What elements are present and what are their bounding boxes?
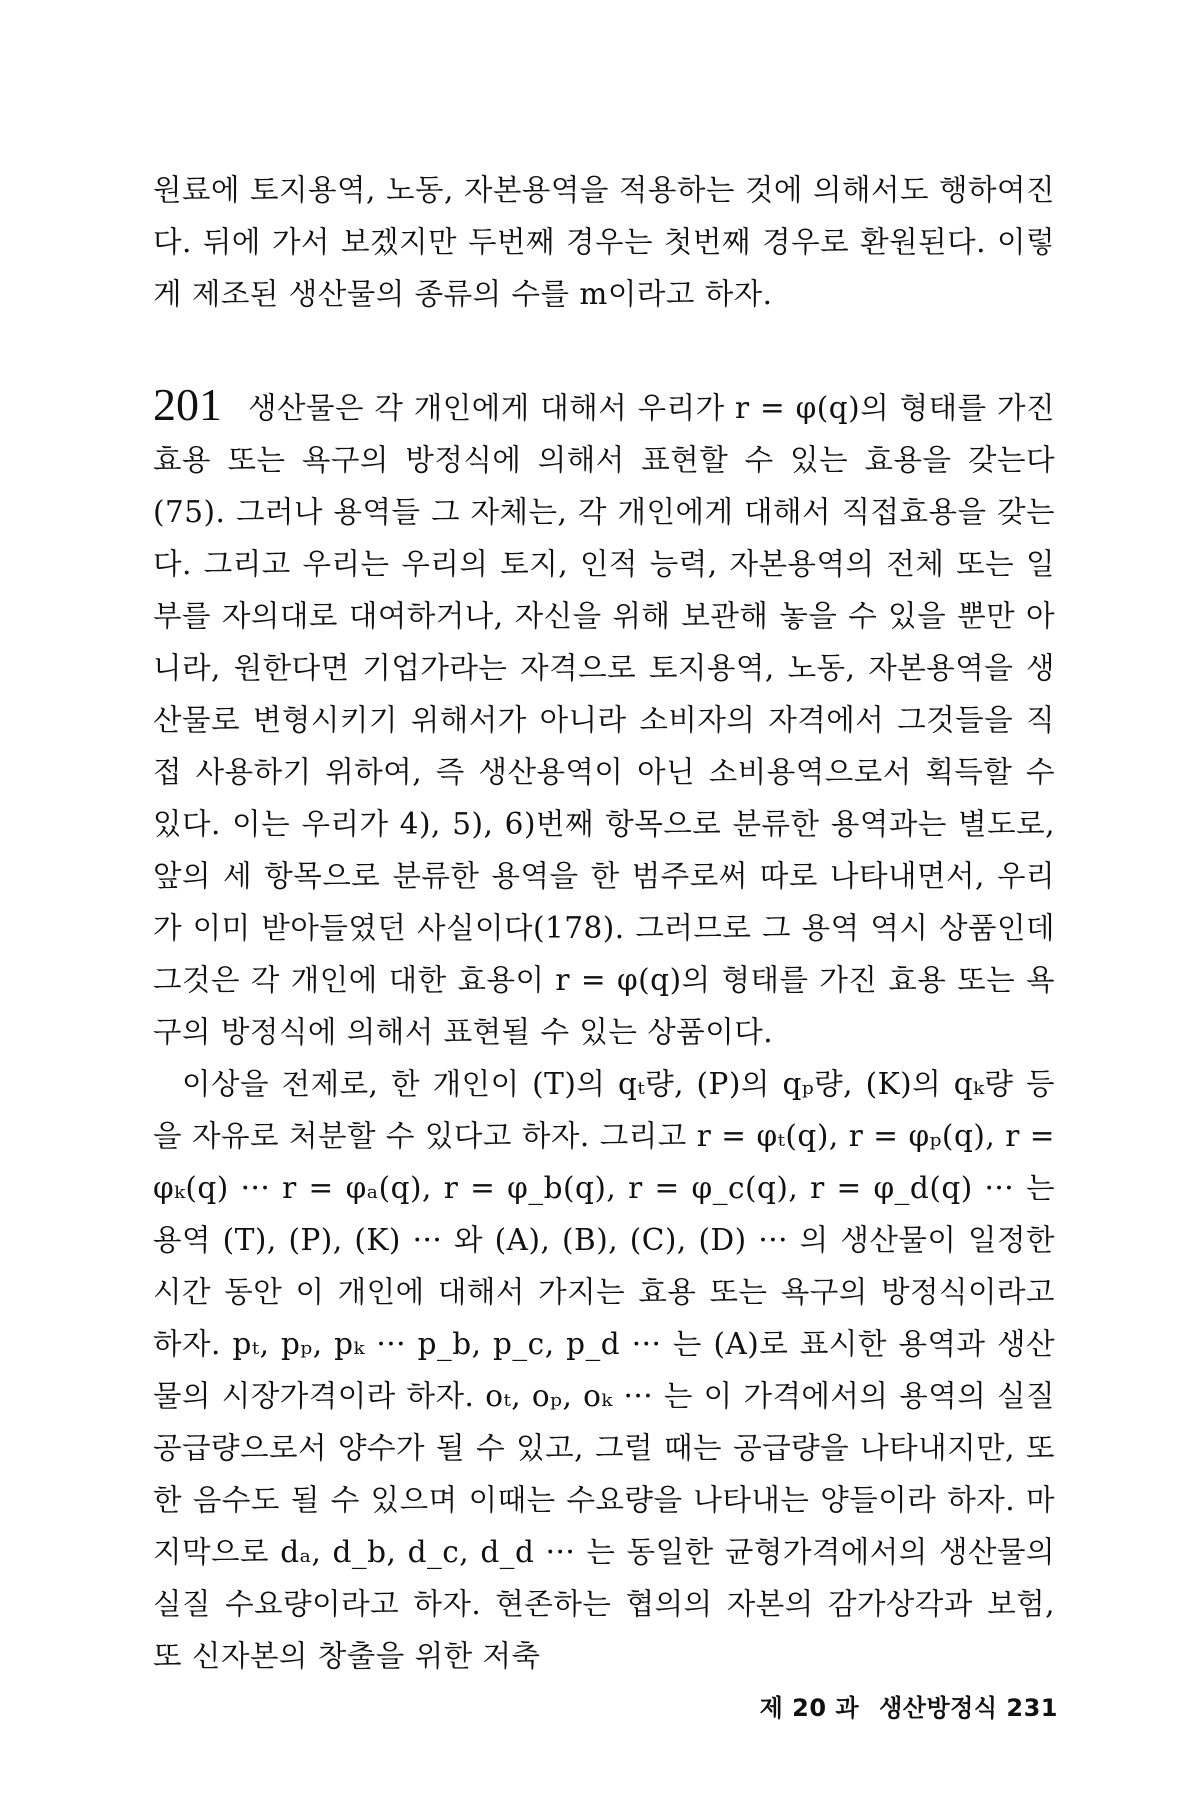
section-201 bbox=[153, 379, 1055, 1682]
intro-paragraph-block bbox=[153, 164, 1055, 320]
section-paragraph-2: 이상을 전제로, 한 개인이 (T)의 qₜ량, (P)의 qₚ량, (K)의 qₖ량 등을 자유로 처분할 수 있다고 하자. 그리고 r = φₜ(q), r = φₚ(q), r = φₖ(q) ··· r = φₐ(q), r = φ_b(q), r = φ_c(q), r = φ_d(q) ··· 는 용역 (T), (P), (K) ··· 와 (A), (B), (C), (D) ··· 의 생산물이 일정한 시간 동안 이 개인에 대해서 가지는 효용 또는 욕구의 방정식이라고 하자. pₜ, pₚ, pₖ ··· p_b, p_c, p_d ··· 는 (A)로 표시한 용역과 생산물의 시장가격이라 하자. oₜ, oₚ, oₖ ··· 는 이 가격에서의 용역의 실질 공급량으로서 양수가 될 수 있고, 그럴 때는 공급량을 나타내지만, 또한 음수도 될 수 있으며 이때는 수요량을 나타내는 양들이라 하자. 마지막으로 dₐ, d_b, d_c, d_d ··· 는 동일한 균형가격에서의 생산물의 실질 수요량이라고 하자. 현존하는 협의의 자본의 감가상각과 보험, 또 신자본의 창출을 위한 저축 bbox=[153, 1067, 1055, 1673]
section-number: 201 bbox=[153, 379, 222, 430]
section-paragraph-1-text: 생산물은 각 개인에게 대해서 우리가 r = φ(q)의 형태를 가진 효용 또는 욕구의 방정식에 의해서 표현할 수 있는 효용을 갖는다(75). 그러나 용역들 그 자체는, 각 개인에게 대해서 직접효용을 갖는다. 그리고 우리는 우리의 토지, 인적 능력, 자본용역의 전체 또는 일부를 자의대로 대여하거나, 자신을 위해 보관해 놓을 수 있을 뿐만 아니라, 원한다면 기업가라는 자격으로 토지용역, 노동, 자본용역을 생산물로 변형시키기 위해서가 아니라 소비자의 자격에서 그것들을 직접 사용하기 위하여, 즉 생산용역이 아닌 소비용역으로서 획득할 수 있다. 이는 우리가 4), 5), 6)번째 항목으로 분류한 용역과는 별도로, 앞의 세 항목으로 분류한 용역을 한 범주로써 따로 나타내면서, 우리가 이미 받아들였던 사실이다(178). 그러므로 그 용역 역시 상품인데 그것은 각 개인에 대한 효용이 r = φ(q)의 형태를 가진 효용 또는 욕구의 방정식에 의해서 표현될 수 있는 상품이다. bbox=[153, 391, 1055, 1049]
section-paragraph-1 bbox=[153, 379, 1055, 1058]
footer-title: 생산방정식 bbox=[879, 1694, 998, 1722]
intro-paragraph: 원료에 토지용역, 노동, 자본용역을 적용하는 것에 의해서도 행하여진다. 뒤에 가서 보겠지만 두번째 경우는 첫번째 경우로 환원된다. 이렇게 제조된 생산물의 종류의 수를 m이라고 하자. bbox=[153, 173, 1055, 311]
footer-chapter: 제 20 과 bbox=[759, 1694, 860, 1722]
page-number: 231 bbox=[1006, 1694, 1058, 1722]
page-footer bbox=[760, 1688, 1058, 1723]
